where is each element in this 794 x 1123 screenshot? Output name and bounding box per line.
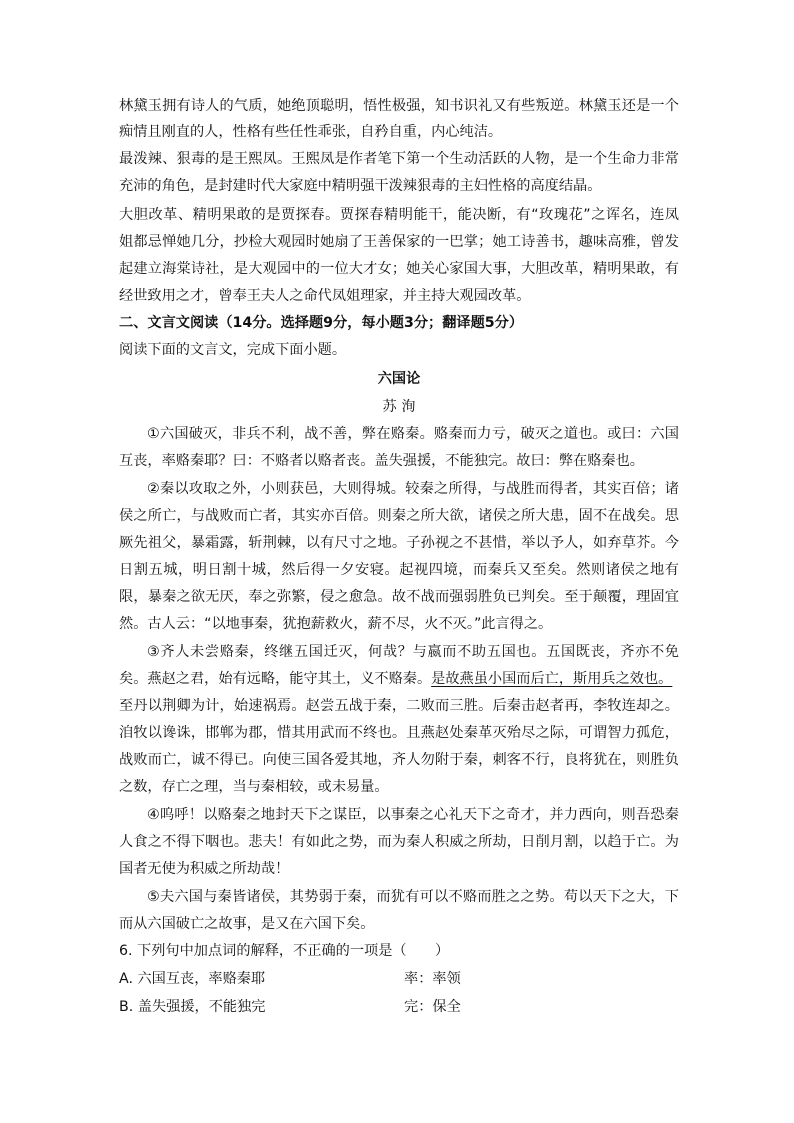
paragraph-line: ④呜呼！以赂秦之地封天下之谋臣，以事秦之心礼天下之奇才，并力西向，则吾恐秦 [147, 807, 679, 823]
option-answer: 率：率领 [404, 971, 461, 987]
paragraph-segment: 矣。燕赵之君，始有远略，能守其土，义不赂秦。 [119, 671, 432, 687]
paragraph-line [119, 666, 679, 692]
paragraph-line: 然。古人云：“以地事秦，犹抱薪救火，薪不尽，火不灭。”此言得之。 [119, 616, 553, 632]
question-option-b [119, 994, 679, 1020]
paragraph-line: 国者无使为积威之所劫哉！ [119, 861, 290, 877]
question-stem: 6. 下列句中加点词的解释，不正确的一项是（ ） [119, 943, 450, 959]
question-option-a [119, 966, 679, 992]
paragraph-line: 洎牧以谗诛，邯郸为郡，惜其用武而不终也。且燕赵处秦革灭殆尽之际，可谓智力孤危， [119, 725, 679, 741]
paragraph-line: ①六国破灭，非兵不利，战不善，弊在赂秦。赂秦而力亏，破灭之道也。或曰：六国 [147, 426, 679, 442]
paragraph-line: ⑤夫六国与秦皆诸侯，其势弱于秦，而犹有可以不赂而胜之之势。苟以天下之大，下 [147, 889, 679, 905]
paragraph-line: 至丹以荆卿为计，始速祸焉。赵尝五战于秦，二败而三胜。后秦击赵者再，李牧连却之。 [119, 698, 679, 714]
text-line: 姐都忌惮她几分，抄检大观园时她扇了王善保家的一巴掌；她工诗善书，趣味高雅，曾发 [119, 234, 679, 250]
essay-author: 苏 洵 [382, 399, 416, 415]
section-heading: 二、文言文阅读（14分。选择题9分，每小题3分；翻译题5分） [119, 315, 524, 331]
paragraph-line: ②秦以攻取之外，小则获邑，大则得城。较秦之所得，与战胜而得者，其实百倍；诸 [147, 481, 679, 497]
paragraph-line: ③齐人未尝赂秦，终继五国迁灭，何哉？与嬴而不助五国也。五国既丧，齐亦不免 [147, 644, 679, 660]
text-line: 大胆改革、精明果敢的是贾探春。贾探春精明能干，能决断，有“玫瑰花”之诨名，连凤 [119, 207, 679, 223]
instruction-text: 阅读下面的文言文，完成下面小题。 [119, 342, 347, 358]
paragraph-line: 厥先祖父，暴霜露，斩荆棘，以有尺寸之地。子孙视之不甚惜，举以予人，如弃草芥。今 [119, 535, 679, 551]
paragraph-line: 人食之不得下咽也。悲夫！有如此之势，而为秦人积威之所劫，日削月割，以趋于亡。为 [119, 834, 679, 850]
option-label: B. 盖失强援，不能独完 [119, 999, 266, 1015]
paragraph-line: 侯之所亡，与战败而亡者，其实亦百倍。则秦之所大欲，诸侯之所大患，固不在战矣。思 [119, 508, 679, 524]
paragraph-line: 日割五城，明日割十城，然后得一夕安寝。起视四境，而秦兵又至矣。然则诸侯之地有 [119, 562, 679, 578]
text-line: 起建立海棠诗社，是大观园中的一位大才女；她关心家国大事，大胆改革，精明果敢，有 [119, 261, 679, 277]
option-answer: 完：保全 [404, 999, 461, 1015]
text-line: 经世致用之才，曾奉王夫人之命代凤姐理家，并主持大观园改革。 [119, 288, 531, 304]
text-line: 痴情且刚直的人，性格有些任性乖张，自矜自重，内心纯洁。 [119, 124, 503, 140]
text-line: 林黛玉拥有诗人的气质，她绝顶聪明，悟性极强，知书识礼又有些叛逆。林黛玉还是一个 [119, 98, 679, 114]
paragraph-line: 互丧，率赂秦耶？曰：不赂者以赂者丧。盖失强援，不能独完。故曰：弊在赂秦也。 [119, 453, 644, 469]
paragraph-line: 战败而亡，诚不得已。向使三国各爱其地，齐人勿附于秦，刺客不行，良将犹在，则胜负 [119, 752, 679, 768]
paragraph-line: 之数，存亡之理，当与秦相较，或未易量。 [119, 779, 389, 795]
paragraph-line: 限，暴秦之欲无厌，奉之弥繁，侵之愈急。故不战而强弱胜负已判矣。至于颠覆，理固宜 [119, 589, 679, 605]
paragraph-line: 而从六国破亡之故事，是又在六国下矣。 [119, 916, 375, 932]
essay-title: 六国论 [377, 371, 421, 387]
text-line: 充沛的角色，是封建时代大家庭中精明强干泼辣狠毒的主妇性格的高度结晶。 [119, 178, 602, 194]
option-label: A. 六国互丧，率赂秦耶 [119, 971, 266, 987]
text-line: 最泼辣、狠毒的是王熙凤。王熙凤是作者笔下第一个生动活跃的人物，是一个生命力非常 [119, 151, 679, 167]
underlined-sentence: 是故燕虽小国而后亡，斯用兵之效也。 [431, 671, 673, 687]
